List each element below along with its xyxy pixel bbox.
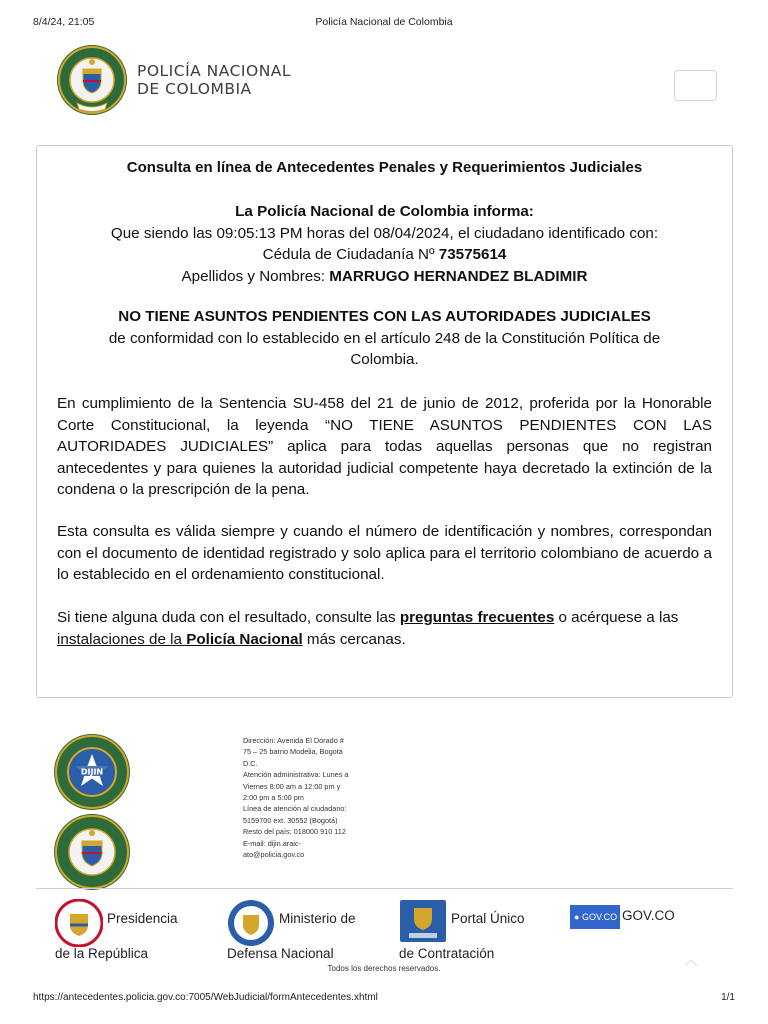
presidencia-seal-icon [55, 899, 103, 947]
chevron-up-icon[interactable]: ︿ [684, 952, 698, 968]
help-middle: o acérquese a las [558, 609, 679, 626]
print-page-number: 1/1 [721, 992, 735, 1003]
names-value: MARRUGO HERNANDEZ BLADIMIR [329, 267, 588, 285]
print-date: 8/4/24, 21:05 [33, 16, 95, 28]
paragraph-sentencia: En cumplimiento de la Sentencia SU-458 del 21 de junio de 2012, proferida por la Honorable Corte Constitucional, la leyenda “NO TIENE ASUNTOS PENDIENTES CON LAS AUTORIDADES JUDICIALES” aplica para todas aquellas personas que no registran antecedentes y para quienes la autoridad judicial competente haya decretado la extinción de la condena o la prescripción de la pena. [57, 395, 712, 498]
print-header [33, 16, 735, 30]
mindefensa-seal-icon [227, 899, 275, 947]
result-title: Consulta en línea de Antecedentes Penales y Requerimientos Judiciales [126, 159, 643, 176]
contratacion-line2: de Contratación [399, 946, 495, 961]
paragraph-validity: Esta consulta es válida siempre y cuando el número de identificación y nombres, correspondan con el documento de identidad registrado y solo aplica para el territorio colombiano de acuerdo a lo establecido en el ordenamiento constitucional. [57, 523, 712, 583]
status-detail: de conformidad con lo establecido en el artículo 248 de la Constitución Política de Colombia. [108, 329, 661, 368]
footer-logos [48, 732, 136, 892]
status-heading: NO TIENE ASUNTOS PENDIENTES CON LAS AUTORIDADES JUDICIALES [118, 308, 651, 325]
presidencia-line1: Presidencia [107, 911, 178, 926]
names-label: Apellidos y Nombres: [181, 267, 326, 285]
print-title: Policía Nacional de Colombia [315, 16, 453, 28]
mindefensa-line1: Ministerio de [279, 911, 356, 926]
print-url: https://antecedentes.policia.gov.co:7005/WebJudicial/formAntecedentes.xhtml [33, 992, 378, 1003]
informs-heading: La Policía Nacional de Colombia informa: [235, 203, 534, 220]
presidencia-line2: de la República [55, 946, 149, 961]
statement-text: Que siendo las 09:05:13 PM horas del 08/04/2024, el ciudadano identificado con: [110, 224, 659, 242]
id-number: 73575614 [438, 246, 507, 263]
police-shield-footer-icon [48, 812, 136, 892]
help-suffix: más cercanas. [306, 630, 406, 648]
dijin-label: DIJIN [80, 767, 104, 777]
result-info [37, 201, 732, 287]
installations-link[interactable]: instalaciones de la Policía Nacional [57, 630, 303, 648]
rights-reserved: Todos los derechos reservados. [327, 964, 441, 973]
id-line [37, 244, 732, 266]
menu-button[interactable] [674, 70, 717, 101]
paragraph-help [57, 607, 712, 650]
status-block [77, 306, 692, 371]
print-footer [33, 992, 735, 1006]
footer-divider [36, 888, 733, 889]
faq-link[interactable]: preguntas frecuentes [399, 609, 555, 626]
contratacion-seal-icon [399, 899, 447, 947]
contact-address: Dirección: Avenida El Dorado # 75 – 25 barrio Modelia, Bogotá D.C. Atención administrativa: Lunes a Viernes 8:00 am a 12:00 pm y 2:00 pm a 5:00 pm Línea de atención al ciudadano: 5159700 ext. 30552 (Bogotá) Resto del país: 018000 910 112 E-mail: dijin.araic- ato@policia.gov.co [243, 736, 349, 860]
help-prefix: Si tiene alguna duda con el resultado, consulte las [57, 609, 396, 626]
result-card [36, 145, 733, 698]
govco-label: GOV.CO [622, 908, 675, 923]
brand-name [137, 62, 291, 98]
names-line [37, 266, 732, 288]
brand-header[interactable] [55, 44, 291, 116]
govco-badge: ● GOV.CO [570, 905, 620, 929]
id-label: Cédula de Ciudadanía Nº [262, 246, 435, 263]
brand-line-2: DE COLOMBIA [137, 80, 252, 98]
dijin-emblem-icon [48, 732, 136, 812]
contratacion-line1: Portal Único [451, 911, 525, 926]
brand-line-1: POLICÍA NACIONAL [137, 62, 292, 80]
mindefensa-line2: Defensa Nacional [227, 946, 334, 961]
police-shield-emblem-icon [55, 43, 129, 117]
